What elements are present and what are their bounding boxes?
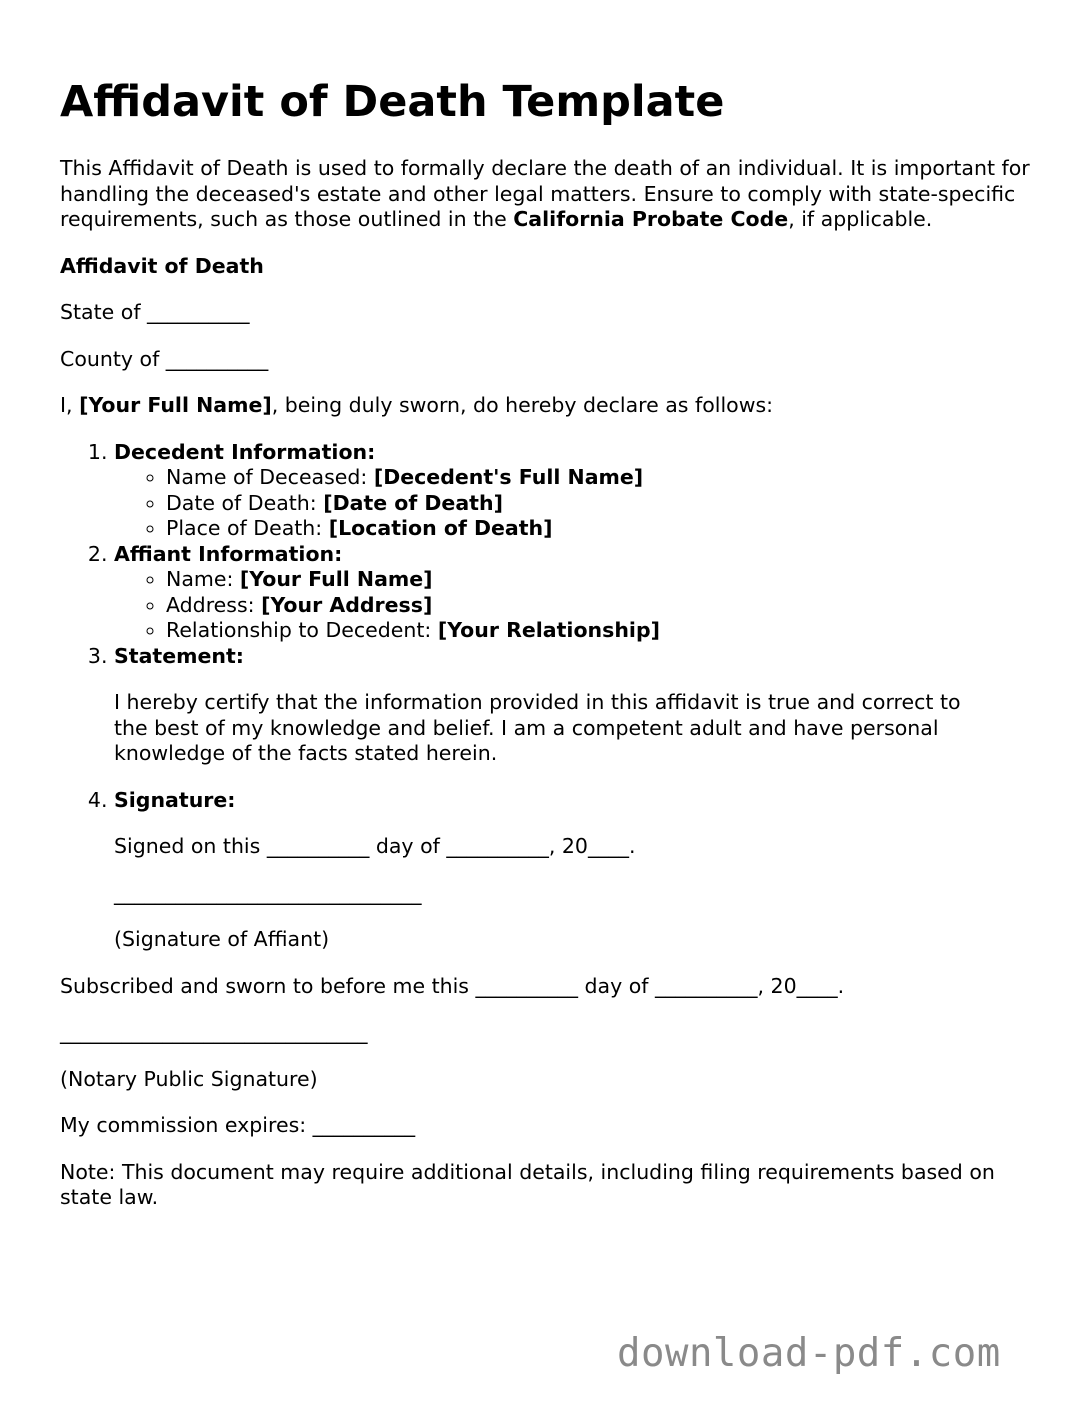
- declarant-name: [Your Full Name]: [79, 393, 272, 417]
- section-statement: [114, 644, 1040, 767]
- affidavit-sections: [60, 440, 1040, 953]
- affiant-list: [114, 567, 1040, 644]
- list-item: ◦ Address: [Your Address]: [166, 593, 1040, 619]
- list-item: ◦ Name: [Your Full Name]: [166, 567, 1040, 593]
- section-signature: [114, 788, 1040, 953]
- affiant-signature-caption: (Signature of Affiant): [114, 927, 330, 951]
- notary-signature-caption: (Notary Public Signature): [60, 1066, 318, 1091]
- list-item: ◦ Relationship to Decedent: [Your Relationship]: [166, 618, 1040, 644]
- affiant-signature-line: ______________________________: [114, 880, 422, 905]
- document-page: [60, 72, 1040, 1211]
- state-line: State of __________: [60, 300, 250, 324]
- sworn-line: Subscribed and sworn to before me this __________ day of __________, 20____.: [60, 973, 845, 998]
- section-affiant: [114, 542, 1040, 644]
- statement-text: I hereby certify that the information provided in this affidavit is true and correct to the best of my knowledge and belief. I am a competent adult and have personal knowledge of the facts stated herein.: [114, 690, 961, 765]
- intro-bold-code: California Probate Code: [513, 207, 789, 231]
- declaration-line: I, [Your Full Name], being duly sworn, do hereby declare as follows:: [60, 393, 774, 417]
- intro-paragraph: [60, 156, 1040, 233]
- watermark-text: download-pdf.com: [617, 1331, 1001, 1376]
- note-paragraph: Note: This document may require additional details, including filing requirements based on state law.: [60, 1159, 995, 1209]
- list-item: ◦ Name of Deceased: [Decedent's Full Name]: [166, 465, 1040, 491]
- section-decedent: [114, 440, 1040, 542]
- decedent-list: [114, 465, 1040, 542]
- section-title: Affiant Information:: [114, 541, 343, 566]
- signed-on-line: Signed on this __________ day of __________, 20____.: [114, 834, 636, 858]
- intro-text-before: This Affidavit of Death is used to formally declare the death of an individual. It is important for handling the deceased's estate and other legal matters. Ensure to comply with state-specific requirements, such as those outlined in the: [60, 156, 1030, 231]
- section-title: Signature:: [114, 787, 236, 812]
- intro-text-after: , if applicable.: [788, 207, 933, 231]
- list-item: ◦ Date of Death: [Date of Death]: [166, 491, 1040, 517]
- list-item: ◦ Place of Death: [Location of Death]: [166, 516, 1040, 542]
- document-title: Affidavit of Death Template: [60, 77, 725, 127]
- section-title: Statement:: [114, 643, 244, 668]
- section-title: Decedent Information:: [114, 439, 376, 464]
- affidavit-heading: Affidavit of Death: [60, 253, 264, 278]
- notary-signature-line: ______________________________: [60, 1020, 368, 1044]
- county-line: County of __________: [60, 346, 269, 371]
- commission-line: My commission expires: __________: [60, 1113, 416, 1137]
